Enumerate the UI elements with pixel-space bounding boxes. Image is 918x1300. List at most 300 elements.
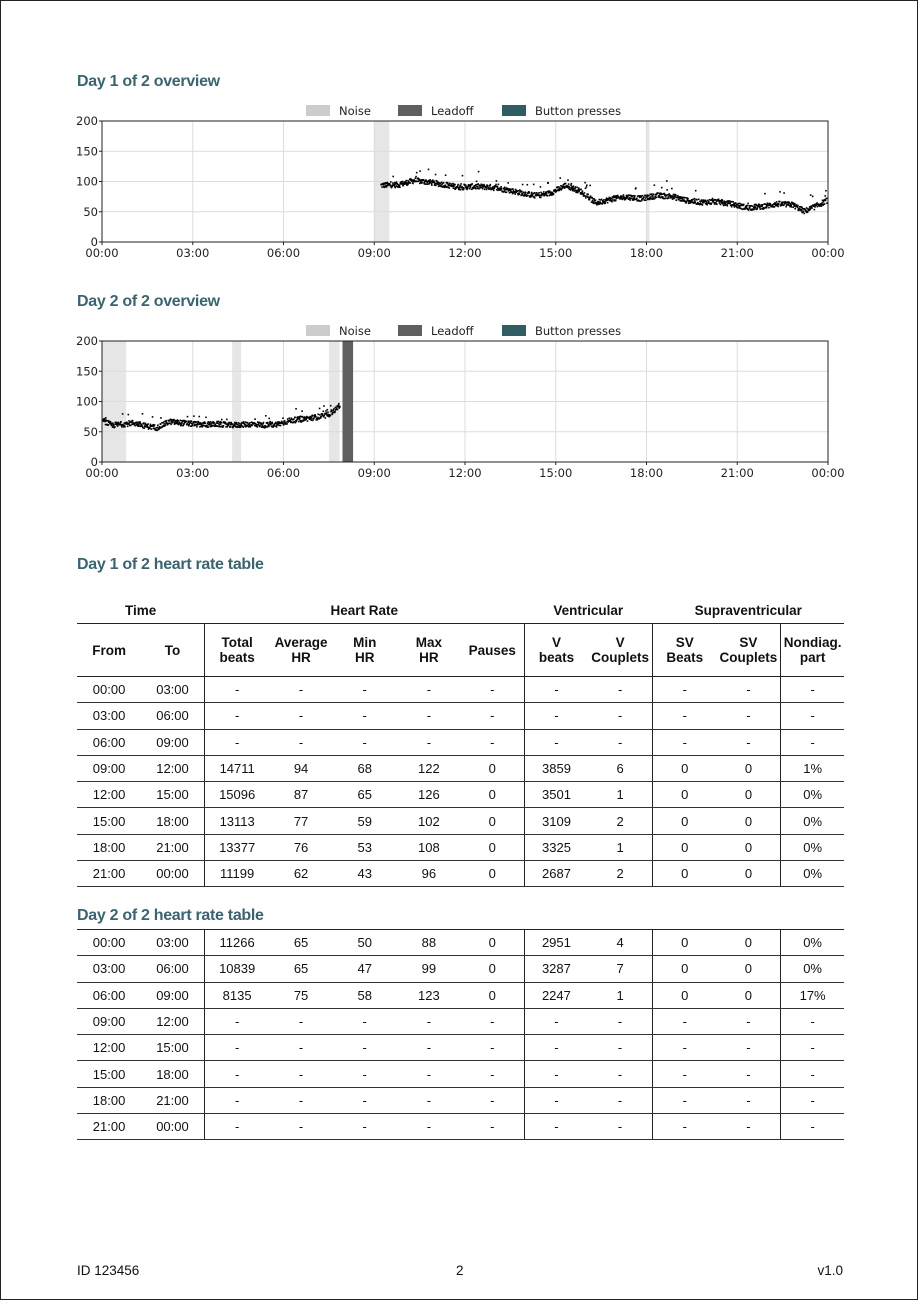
hr-point	[254, 418, 256, 420]
hr-point	[160, 423, 162, 425]
hr-point	[416, 172, 418, 174]
hr-point	[519, 194, 521, 196]
hr-point	[412, 183, 414, 185]
cell-min-hr: 53	[333, 834, 397, 860]
cell-pauses: 0	[461, 930, 524, 956]
hr-point	[229, 426, 231, 428]
hr-point	[570, 184, 572, 186]
hr-point	[584, 192, 586, 194]
hr-point	[695, 201, 697, 203]
cell-from: 18:00	[77, 1087, 141, 1113]
hr-point	[826, 198, 828, 200]
cell-sv-beats: -	[652, 1008, 716, 1034]
hr-point	[628, 194, 630, 196]
hr-point	[747, 203, 749, 205]
cell-pauses: 0	[461, 861, 524, 887]
x-tick-label: 00:00	[85, 466, 119, 480]
hr-point	[779, 191, 781, 193]
hr-point	[546, 193, 548, 195]
hr-point	[143, 422, 145, 424]
hr-point	[595, 199, 597, 201]
cell-v-couplets: 4	[588, 930, 652, 956]
hr-point	[675, 199, 677, 201]
cell-average-hr: 77	[269, 808, 332, 834]
y-tick-label: 50	[83, 204, 98, 219]
cell-v-beats: 3859	[524, 755, 588, 781]
hr-point	[677, 195, 679, 197]
col-header-line: Max	[415, 635, 442, 650]
x-tick-label: 18:00	[629, 466, 664, 480]
cell-max-hr: 96	[397, 861, 461, 887]
hr-point	[205, 417, 207, 419]
hr-point	[635, 187, 637, 189]
hr-point	[435, 174, 437, 176]
cell-sv-beats: -	[652, 703, 716, 729]
hr-point	[487, 185, 489, 187]
hr-point	[578, 190, 580, 192]
hr-point	[313, 418, 315, 420]
hr-point	[431, 184, 433, 186]
cell-max-hr: 108	[397, 834, 461, 860]
hr-point	[774, 202, 776, 204]
hr-point	[494, 188, 496, 190]
hr-point	[779, 201, 781, 203]
cell-nondiag-part: -	[781, 1061, 844, 1087]
hr-point	[576, 187, 578, 189]
cell-v-beats: 3325	[524, 834, 588, 860]
hr-point	[558, 186, 560, 188]
cell-v-beats: -	[524, 703, 588, 729]
hr-point	[428, 169, 430, 171]
hr-point	[195, 422, 197, 424]
cell-nondiag-part: 17%	[781, 982, 844, 1008]
leadoff-period	[342, 341, 353, 462]
hr-point	[776, 201, 778, 203]
hr-point	[552, 192, 554, 194]
cell-pauses: -	[461, 677, 524, 703]
hr-point	[802, 211, 804, 213]
hr-point	[381, 186, 383, 188]
hr-point	[333, 408, 335, 410]
legend-swatch-2	[502, 325, 526, 336]
hr-point	[462, 175, 464, 177]
hr-point	[698, 198, 700, 200]
hr-point	[617, 195, 619, 197]
cell-sv-couplets: -	[717, 1061, 781, 1087]
hr-point	[221, 419, 223, 421]
cell-v-couplets: 7	[588, 956, 652, 982]
footer-id: ID 123456	[77, 1263, 140, 1278]
hr-point	[429, 179, 431, 181]
hr-point	[263, 422, 265, 424]
cell-pauses: 0	[461, 834, 524, 860]
hr-point	[188, 425, 190, 427]
hr-point	[301, 410, 303, 412]
hr-point	[708, 201, 710, 203]
y-tick-label: 0	[90, 235, 98, 249]
hr-point	[711, 202, 713, 204]
col-header-line: Nondiag.	[783, 635, 842, 650]
col-header-line: part	[799, 650, 826, 665]
hr-point	[312, 415, 314, 417]
hr-point	[777, 206, 779, 208]
cell-max-hr: -	[397, 1114, 461, 1140]
hr-point	[540, 197, 542, 199]
y-tick-label: 0	[90, 455, 98, 469]
hr-point	[406, 180, 408, 182]
hr-point	[235, 422, 237, 424]
hr-point	[661, 187, 663, 189]
day2-overview-title: Day 2 of 2 overview	[77, 293, 220, 310]
table-row	[77, 956, 844, 982]
hr-point	[322, 411, 324, 413]
hr-point	[289, 417, 291, 419]
cell-to: 12:00	[141, 755, 204, 781]
hr-point	[739, 203, 741, 205]
cell-v-couplets: 2	[588, 861, 652, 887]
hr-point	[239, 423, 241, 425]
hr-point	[394, 187, 396, 189]
column-group-row	[77, 597, 844, 624]
hr-point	[687, 198, 689, 200]
day2-overview-chart	[1, 321, 918, 491]
hr-point	[811, 207, 813, 209]
hr-point	[527, 195, 529, 197]
hr-point	[338, 403, 340, 405]
hr-point	[319, 414, 321, 416]
col-header-nondiag-part	[781, 624, 844, 677]
group-supraventricular: Supraventricular	[694, 602, 802, 618]
hr-point	[280, 425, 282, 427]
hr-point	[767, 203, 769, 205]
hr-point	[331, 410, 333, 412]
col-header-line: V	[551, 635, 561, 650]
hr-point	[731, 206, 733, 208]
cell-max-hr: -	[397, 703, 461, 729]
hr-point	[656, 196, 658, 198]
hr-point	[389, 183, 391, 185]
cell-max-hr: 88	[397, 930, 461, 956]
cell-v-beats: 2687	[524, 861, 588, 887]
x-tick-label: 15:00	[539, 246, 573, 260]
hr-point	[272, 423, 274, 425]
hr-point	[327, 411, 329, 413]
hr-point	[720, 204, 722, 206]
hr-point	[716, 203, 718, 205]
legend-label-2: Button presses	[535, 104, 622, 118]
hr-point	[696, 199, 698, 201]
cell-from: 03:00	[77, 703, 141, 729]
cell-from: 06:00	[77, 729, 141, 755]
hr-point	[124, 426, 126, 428]
hr-point	[469, 188, 471, 190]
hr-point	[810, 194, 812, 196]
cell-sv-couplets: 0	[717, 755, 781, 781]
hr-point	[668, 197, 670, 199]
cell-to: 00:00	[141, 1114, 204, 1140]
hr-point	[232, 423, 234, 425]
col-header-line: SV	[739, 635, 758, 650]
hr-point	[527, 184, 529, 186]
cell-sv-couplets: 0	[717, 982, 781, 1008]
cell-from: 06:00	[77, 982, 141, 1008]
hr-point	[477, 186, 479, 188]
table-row	[77, 1114, 844, 1140]
legend-swatch-1	[398, 325, 422, 336]
hr-point	[757, 207, 759, 209]
hr-point	[407, 184, 409, 186]
hr-point	[268, 418, 270, 420]
hr-point	[223, 425, 225, 427]
cell-pauses: -	[461, 1008, 524, 1034]
hr-point	[122, 413, 124, 415]
cell-average-hr: -	[269, 1035, 332, 1061]
legend-swatch-1	[398, 105, 422, 116]
cell-sv-beats: -	[652, 1087, 716, 1113]
cell-total-beats: 11199	[204, 861, 269, 887]
cell-min-hr: -	[333, 1035, 397, 1061]
hr-point	[139, 422, 141, 424]
hr-point	[153, 426, 155, 428]
hr-point	[578, 187, 580, 189]
cell-nondiag-part: 0%	[781, 956, 844, 982]
hr-point	[642, 195, 644, 197]
cell-nondiag-part: -	[781, 1008, 844, 1034]
hr-point	[568, 183, 570, 185]
cell-pauses: -	[461, 1061, 524, 1087]
hr-point	[320, 417, 322, 419]
cell-to: 06:00	[141, 703, 204, 729]
col-header-from	[77, 624, 141, 677]
hr-point	[571, 183, 573, 185]
cell-min-hr: -	[333, 729, 397, 755]
col-header-sv-couplets	[717, 624, 781, 677]
hr-point	[546, 195, 548, 197]
cell-v-beats: -	[524, 1008, 588, 1034]
hr-point	[127, 425, 129, 427]
hr-point	[797, 205, 799, 207]
col-header-to	[141, 624, 204, 677]
cell-to: 21:00	[141, 834, 204, 860]
cell-average-hr: -	[269, 1061, 332, 1087]
hr-point	[190, 420, 192, 422]
hr-point	[310, 419, 312, 421]
hr-point	[764, 193, 766, 195]
cell-pauses: -	[461, 1114, 524, 1140]
hr-point	[222, 426, 224, 428]
cell-min-hr: 59	[333, 808, 397, 834]
cell-v-couplets: -	[588, 1114, 652, 1140]
hr-point	[584, 182, 586, 184]
cell-average-hr: 76	[269, 834, 332, 860]
hr-point	[267, 422, 269, 424]
hr-point	[496, 180, 498, 182]
col-header-line: Total	[221, 635, 253, 650]
hr-point	[824, 203, 826, 205]
day1-overview-chart	[1, 101, 918, 271]
table-row	[77, 782, 844, 808]
hr-point	[164, 423, 166, 425]
hr-point	[675, 194, 677, 196]
hr-point	[121, 426, 123, 428]
cell-to: 03:00	[141, 930, 204, 956]
hr-point	[276, 426, 278, 428]
hr-point	[181, 422, 183, 424]
hr-point	[585, 197, 587, 199]
hr-point	[475, 188, 477, 190]
cell-nondiag-part: -	[781, 703, 844, 729]
cell-max-hr: -	[397, 729, 461, 755]
cell-v-beats: 3501	[524, 782, 588, 808]
hr-point	[187, 416, 189, 418]
hr-point	[145, 423, 147, 425]
hr-point	[721, 200, 723, 202]
table-row	[77, 755, 844, 781]
hr-point	[247, 422, 249, 424]
hr-point	[536, 192, 538, 194]
hr-point	[694, 198, 696, 200]
cell-to: 09:00	[141, 982, 204, 1008]
hr-scatter-points	[380, 169, 827, 215]
hr-point	[825, 200, 827, 202]
col-header-max-hr	[397, 624, 461, 677]
cell-sv-couplets: 0	[717, 930, 781, 956]
cell-total-beats: -	[204, 703, 269, 729]
x-tick-label: 21:00	[720, 246, 754, 260]
hr-point	[564, 187, 566, 189]
hr-point	[208, 426, 210, 428]
cell-min-hr: 68	[333, 755, 397, 781]
cell-sv-beats: 0	[652, 782, 716, 808]
hr-point	[193, 415, 195, 417]
hr-point	[299, 417, 301, 419]
hr-point	[307, 420, 309, 422]
table-row	[77, 861, 844, 887]
hr-point	[337, 409, 339, 411]
hr-point	[460, 189, 462, 191]
hr-point	[589, 185, 591, 187]
legend-swatch-0	[306, 105, 330, 116]
x-tick-label: 06:00	[266, 466, 301, 480]
hr-point	[457, 184, 459, 186]
hr-point	[460, 185, 462, 187]
hr-point	[228, 424, 230, 426]
hr-point	[196, 426, 198, 428]
hr-point	[695, 190, 697, 192]
x-tick-label: 09:00	[357, 246, 391, 260]
cell-to: 15:00	[141, 782, 204, 808]
cell-v-beats: 2951	[524, 930, 588, 956]
cell-average-hr: -	[269, 703, 332, 729]
hr-point	[188, 420, 190, 422]
cell-from: 15:00	[77, 1061, 141, 1087]
col-header-line: From	[92, 642, 126, 658]
hr-point	[684, 197, 686, 199]
hr-point	[636, 198, 638, 200]
cell-min-hr: 50	[333, 930, 397, 956]
col-header-line: HR	[291, 650, 311, 665]
col-header-line: Beats	[666, 650, 704, 665]
x-tick-label: 15:00	[539, 466, 573, 480]
hr-point	[315, 416, 317, 418]
cell-nondiag-part: -	[781, 1035, 844, 1061]
legend-label-0: Noise	[339, 104, 371, 118]
hr-point	[726, 205, 728, 207]
cell-nondiag-part: 1%	[781, 755, 844, 781]
cell-pauses: -	[461, 1035, 524, 1061]
day1-heart-rate-table	[77, 597, 844, 887]
hr-point	[324, 415, 326, 417]
hr-point	[735, 202, 737, 204]
hr-point	[192, 425, 194, 427]
hr-point	[514, 193, 516, 195]
cell-total-beats: 15096	[204, 782, 269, 808]
legend-label-1: Leadoff	[431, 324, 474, 338]
cell-average-hr: 87	[269, 782, 332, 808]
y-tick-label: 100	[76, 174, 98, 189]
hr-point	[152, 416, 154, 418]
hr-point	[330, 415, 332, 417]
hr-point	[565, 183, 567, 185]
cell-pauses: -	[461, 729, 524, 755]
hr-point	[230, 422, 232, 424]
cell-sv-couplets: -	[717, 677, 781, 703]
hr-point	[453, 186, 455, 188]
cell-to: 06:00	[141, 956, 204, 982]
col-header-line: Couplets	[591, 650, 649, 665]
hr-point	[457, 185, 459, 187]
hr-point	[147, 423, 149, 425]
cell-from: 09:00	[77, 1008, 141, 1034]
hr-point	[498, 184, 500, 186]
col-header-line: V	[615, 635, 625, 650]
col-header-line: HR	[419, 650, 439, 665]
hr-point	[117, 422, 119, 424]
hr-point	[132, 420, 134, 422]
hr-point	[287, 418, 289, 420]
y-tick-label: 200	[76, 114, 98, 128]
hr-point	[334, 411, 336, 413]
cell-min-hr: -	[333, 1061, 397, 1087]
hr-point	[294, 416, 296, 418]
hr-point	[465, 185, 467, 187]
footer-version: v1.0	[817, 1263, 843, 1278]
cell-average-hr: -	[269, 1008, 332, 1034]
hr-point	[282, 417, 284, 419]
hr-point	[657, 192, 659, 194]
legend-swatch-2	[502, 105, 526, 116]
hr-point	[423, 179, 425, 181]
hr-point	[105, 417, 107, 419]
hr-point	[652, 196, 654, 198]
hr-point	[311, 417, 313, 419]
x-tick-label: 21:00	[720, 466, 754, 480]
hr-point	[396, 181, 398, 183]
cell-total-beats: -	[204, 1061, 269, 1087]
hr-point	[172, 421, 174, 423]
hr-point	[814, 209, 816, 211]
hr-point	[803, 213, 805, 215]
hr-point	[569, 187, 571, 189]
hr-point	[523, 192, 525, 194]
hr-point	[312, 420, 314, 422]
cell-sv-beats: -	[652, 677, 716, 703]
hr-point	[490, 184, 492, 186]
hr-point	[113, 424, 115, 426]
hr-point	[821, 202, 823, 204]
day2-heart-rate-table	[77, 929, 844, 1140]
cell-pauses: 0	[461, 782, 524, 808]
